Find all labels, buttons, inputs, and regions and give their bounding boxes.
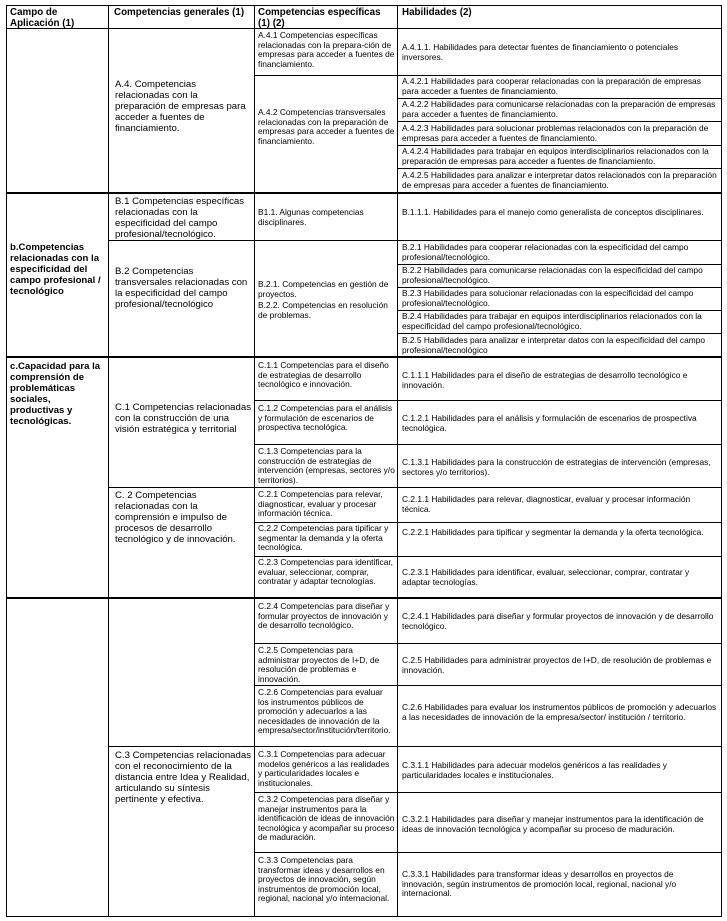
- skill-c331: C.3.3.1 Habilidades para transformar ideas y desarrollos en proyectos de innovación, según instrumentos de promoción local, regional, nacional y/o internacional.: [402, 870, 677, 899]
- specific-c22: C.2.2 Competencias para tipificar y segmentar la demanda y la oferta tecnológica.: [258, 524, 389, 553]
- skill-c26: C.2.6 Habilidades para evaluar los instrumentos públicos de promoción y adecuarlos a las necesidades de innovación de la empresa/sector/ institución / territorio.: [402, 703, 717, 722]
- skill-sep-7: [397, 310, 722, 311]
- skill-c131: C.1.3.1 Habilidades para la construcción de estrategias de intervención (empresas, sectores y/o territorios).: [402, 458, 711, 477]
- specific-c11: C.1.1 Competencias para el diseño de estrategias de desarrollo tecnológico e innovación.: [258, 361, 389, 390]
- skill-sep-4: [397, 168, 722, 169]
- specific-c33: C.3.3 Competencias para transformar ideas y desarrollos en proyectos de innovación, según instrumentos de promoción local, regional, nacional y/o internacional.: [258, 856, 390, 904]
- skill-a421: A.4.2.1 Habilidades para cooperar relacionadas con la preparación de empresas para acceder a fuentes de financiamiento.: [402, 77, 701, 96]
- specific-c24: C.2.4 Competencias para diseñar y formular proyectos de innovación y de desarrollo tecnológico.: [258, 602, 390, 631]
- specific-b22: B.2.2. Competencias en resolución de problemas.: [258, 301, 388, 320]
- skill-b24: B.2.4 Habilidades para trabajar en equipos interdisciplinarios relacionados con la especificidad del campo profesional/tecnológico.: [402, 312, 702, 331]
- skill-b25: B.2.5 Habilidades para analizar e interpretar datos con la especificidad del campo profesional/tecnológico: [402, 336, 706, 355]
- general-c3: C.3 Competencias relacionadas con el reconocimiento de la distancia entre Idea y Realidad, articulando su síntesis pertinente y efectiva.: [115, 750, 251, 805]
- skill-b111: B.1.1.1. Habilidades para el manejo como generalista de conceptos disciplinares.: [402, 208, 704, 217]
- skill-sep-5: [397, 264, 722, 265]
- skill-sep-6: [397, 287, 722, 288]
- specific-b21: B.2.1. Competencias en gestión de proyectos.: [258, 280, 389, 299]
- gen-sep-c3: [108, 746, 722, 747]
- skill-a411: A.4.1.1. Habilidades para detectar fuentes de financiamiento o potenciales inversores.: [402, 43, 679, 62]
- header-generales: Competencias generales (1): [114, 7, 245, 18]
- header-habilidades: Habilidades (2): [402, 7, 472, 18]
- specific-a41: A.4.1 Competencias específicas relacionadas con la prepara-ción de empresas para acceder a fuentes de financiamiento.: [258, 31, 395, 69]
- border-top: [6, 5, 722, 6]
- skill-c111: C.1.1.1 Habilidades para el diseño de estrategias de desarrollo tecnológico e innovación.: [402, 371, 688, 390]
- spec-sep-c12: [254, 444, 722, 445]
- skill-b21: B.2.1 Habilidades para cooperar relacionadas con la especificidad del campo profesional/tecnológico.: [402, 243, 689, 262]
- skill-c311: C.3.1.1 Habilidades para adecuar modelos genéricos a las realidades y particularidades locales e institucionales.: [402, 761, 667, 780]
- spec-sep-c32: [254, 852, 722, 853]
- spec-sep-a: [254, 75, 722, 76]
- specific-c23: C.2.3 Competencias para identificar, evaluar, seleccionar, comprar, contratar y adaptar tecnologías.: [258, 558, 394, 587]
- header-especificas: Competencias específicas (1) (2): [258, 7, 381, 29]
- gen-sep-b: [108, 240, 722, 241]
- specific-c25: C.2.5 Competencias para administrar proyectos de I+D, de resolución de problemas e innovación.: [258, 646, 380, 684]
- general-c2: C. 2 Competencias relacionadas con la comprensión e impulso de procesos de desarrollo tecnológico y de innovación.: [115, 490, 236, 545]
- specific-c13: C.1.3 Competencias para la construcción de estrategias de intervención (empresas, sectores y/o territorios).: [258, 447, 395, 485]
- specific-c26: C.2.6 Competencias para evaluar los instrumentos públicos de promoción y adecuarlos a las necesidades de innovación de la empresa/sector/institución/territorio.: [258, 688, 391, 736]
- campo-b: b.Competencias relacionadas con la especificidad del campo profesional / tecnológico: [10, 242, 101, 297]
- specific-a42: A.4.2 Competencias transversales relacionadas con la preparación de empresas para acceder a fuentes de financiamiento.: [258, 108, 395, 146]
- specific-c21: C.2.1 Competencias para relevar, diagnosticar, evaluar y procesar información técnica.: [258, 490, 383, 519]
- gen-sep-c1: [108, 487, 722, 488]
- skill-sep-8: [397, 333, 722, 334]
- general-a4: A.4. Competencias relacionadas con la preparación de empresas para acceder a fuentes de financiamiento.: [115, 79, 246, 134]
- skill-sep-3: [397, 145, 722, 146]
- skill-c321: C.3.2.1 Habilidades para diseñar y manejar instrumentos para la identificación de ideas de innovación tecnológica y acompañar su proceso de maduración.: [402, 815, 704, 834]
- skill-a424: A.4.2.4 Habilidades para trabajar en equipos interdisciplinarios relacionados con la preparación de empresas para acceder a fuentes de financiamiento.: [402, 147, 709, 166]
- spec-sep-c31: [254, 792, 722, 793]
- skill-c231: C.2.3.1 Habilidades para identificar, evaluar, seleccionar, comprar, contratar y adaptar tecnologías.: [402, 568, 690, 587]
- skill-b22: B.2.2 Habilidades para comunicarse relacionadas con la especificidad del campo profesional/tecnológico.: [402, 266, 703, 285]
- specific-c32: C.3.2 Competencias para diseñar y manejar instrumentos para la identificación de ideas de innovación tecnológica y acompañar su proceso de maduración.: [258, 795, 395, 843]
- skill-a425: A.4.2.5 Habilidades para analizar e interpretar datos relacionados con la preparación de empresas para acceder a fuentes de financiamiento.: [402, 171, 717, 190]
- border-right: [721, 5, 722, 917]
- skill-c121: C.1.2.1 Habilidades para el análisis y formulación de escenarios de prospectiva tecnológica.: [402, 414, 697, 433]
- col-sep-3: [397, 5, 398, 917]
- spec-sep-c22: [254, 556, 722, 557]
- border-left: [6, 5, 7, 917]
- spec-sep-c11: [254, 400, 722, 401]
- specific-b11: B1.1. Algunas competencias disciplinares.: [258, 208, 364, 227]
- skill-c241: C.2.4.1 Habilidades para diseñar y formular proyectos de innovación y de desarrollo tecnológico.: [402, 612, 714, 631]
- skill-c211: C.2.1.1 Habilidades para relevar, diagnosticar, evaluar y procesar información técnica.: [402, 495, 691, 514]
- spec-sep-c25: [254, 685, 722, 686]
- general-b1: B.1 Competencias específicas relacionadas con la especificidad del campo profesional/tecnológico.: [115, 196, 245, 240]
- col-sep-1: [108, 5, 109, 917]
- border-bottom: [6, 916, 722, 917]
- specific-c31: C.3.1 Competencias para adecuar modelos genéricos a las realidades y particularidades locales e institucionales.: [258, 750, 390, 788]
- col-sep-2: [254, 5, 255, 917]
- skill-a423: A.4.2.3 Habilidades para solucionar problemas relacionados con la preparación de empresas para acceder a fuentes de financiamiento.: [402, 124, 709, 143]
- general-b2: B.2 Competencias transversales relacionadas con la especificidad del campo profesional/tecnológico: [115, 266, 248, 310]
- spec-sep-c21: [254, 522, 722, 523]
- header-campo: Campo de Aplicación (1): [10, 7, 75, 29]
- specific-c12: C.1.2 Competencias para el análisis y formulación de escenarios de prospectiva tecnológica.: [258, 404, 393, 433]
- skill-c25: C.2.5 Habilidades para administrar proyectos de I+D, de resolución de problemas e innovación.: [402, 656, 712, 675]
- campo-c: c.Capacidad para la comprensión de problemáticas sociales, productivas y tecnológicas.: [10, 361, 101, 427]
- page-break-line: [6, 597, 722, 599]
- spec-sep-c24: [254, 643, 722, 644]
- skill-c221: C.2.2.1 Habilidades para tipificar y segmentar la demanda y la oferta tecnológica.: [402, 528, 704, 537]
- section-a-bottom: [6, 192, 722, 194]
- skill-a422: A.4.2.2 Habilidades para comunicarse relacionadas con la preparación de empresas para acceder a fuentes de financiamiento.: [402, 100, 716, 119]
- skill-sep-1: [397, 98, 722, 99]
- general-c1: C.1 Competencias relacionadas con la construcción de una visión estratégica y territorial: [115, 402, 251, 435]
- skill-b23: B.2.3 Habilidades para solucionar relacionadas con la especificidad del campo profesional/tecnológico.: [402, 289, 694, 308]
- section-b-bottom: [6, 356, 722, 358]
- skill-sep-2: [397, 121, 722, 122]
